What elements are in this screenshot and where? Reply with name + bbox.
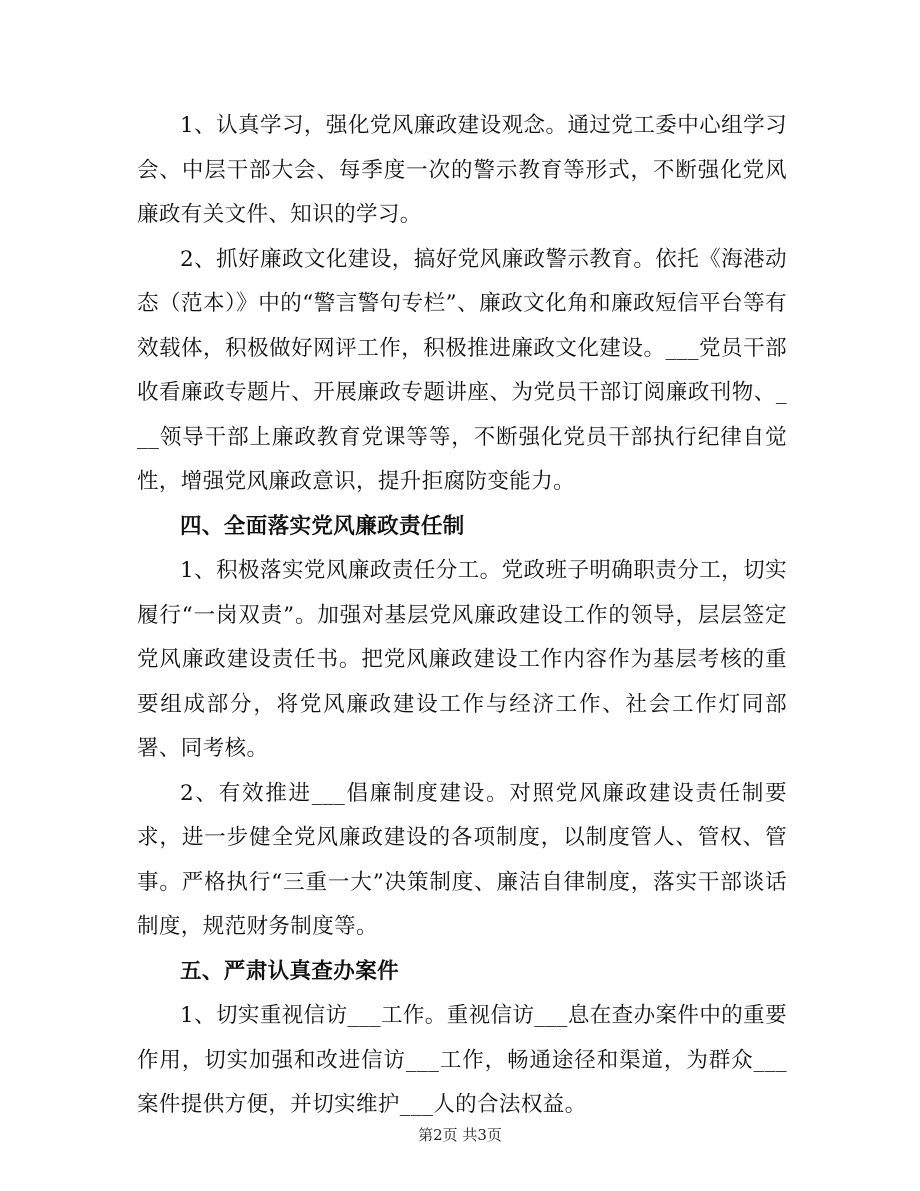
- paragraph-2: 2、抓好廉政文化建设，搞好党风廉政警示教育。依托《海港动态（范本）》中的“警言警句专栏”、廉政文化角和廉政短信平台等有效载体，积极做好网评工作，积极推进廉政文化建设。___党员干部收看廉政专题片、开展廉政专题讲座、为党员干部订阅廉政刊物、___领导干部上廉政教育党课等等，不断强化党员干部执行纪律自觉性，增强党风廉政意识，提升拒腐防变能力。: [137, 246, 787, 494]
- section-heading-5: 五、严肃认真查办案件: [180, 958, 400, 984]
- paragraph-3: 1、积极落实党风廉政责任分工。党政班子明确职责分工，切实履行“一岗双责”。加强对基层党风廉政建设工作的领导，层层签定党风廉政建设责任书。把党风廉政建设工作内容作为基层考核的重要组成部分，将党风廉政建设工作与经济工作、社会工作灯同部署、同考核。: [137, 558, 787, 761]
- document-body: [137, 104, 787, 1128]
- paragraph-5: 1、切实重视信访___工作。重视信访___息在查办案件中的重要作用，切实加强和改进信访___工作，畅通途径和渠道，为群众___案件提供方便，并切实维护___人的合法权益。: [137, 1003, 787, 1117]
- paragraph-1: 1、认真学习，强化党风廉政建设观念。通过党工委中心组学习会、中层干部大会、每季度一次的警示教育等形式，不断强化党风廉政有关文件、知识的学习。: [137, 113, 787, 227]
- section-heading-4: 四、全面落实党风廉政责任制: [180, 513, 465, 539]
- page-number-footer: 第2页 共3页: [418, 1126, 502, 1144]
- paragraph-4: 2、有效推进___倡廉制度建设。对照党风廉政建设责任制要求，进一步健全党风廉政建设的各项制度，以制度管人、管权、管事。严格执行“三重一大”决策制度、廉洁自律制度，落实干部谈话制度，规范财务制度等。: [137, 780, 787, 939]
